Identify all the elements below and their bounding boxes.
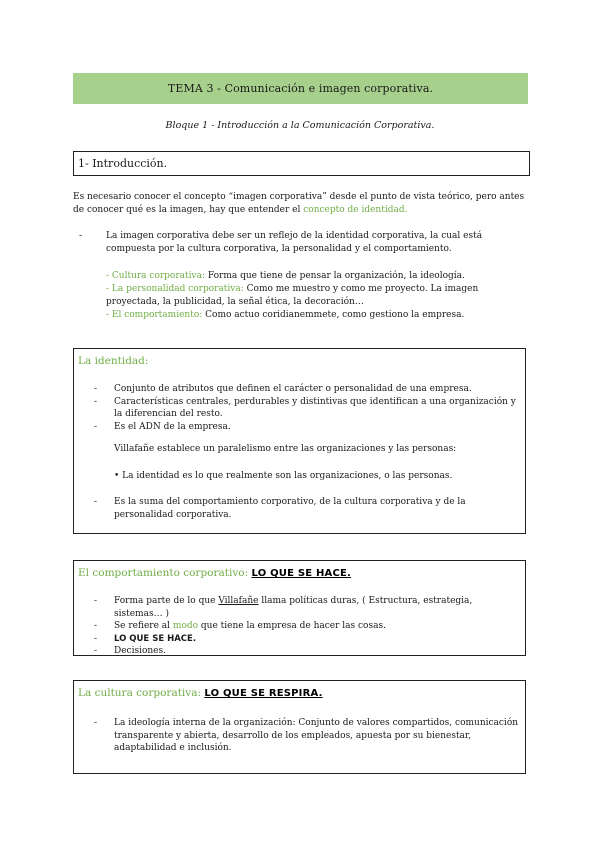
cultura-title-label: La cultura corporativa: xyxy=(78,687,202,699)
intro-bullet xyxy=(79,230,526,256)
identity-concept-highlight: concepto de identidad. xyxy=(303,205,408,215)
list-item xyxy=(94,496,519,521)
sub-item-comportamiento xyxy=(106,309,526,322)
list-item-text: La ideología interna de la organización: Conjunto de valores compartidos, comunicación transparente y abierta, desarrollo de los empleados, apuesta por su bienestar, adaptabilidad e inclusión. xyxy=(114,718,519,753)
dash-marker: - xyxy=(94,646,98,656)
dash-marker: - xyxy=(94,384,98,394)
list-item-text: llama políticas duras, ( Estructura, estrategia, sistemas… ) xyxy=(114,596,473,619)
identidad-box xyxy=(73,348,526,534)
sub-label: - La personalidad corporativa: xyxy=(106,284,244,294)
cultura-list xyxy=(94,717,519,755)
villafane-note: Villafañe establece un paralelismo entre las organizaciones y las personas: xyxy=(114,444,457,454)
comportamiento-box xyxy=(73,560,526,656)
list-item xyxy=(94,396,519,421)
sub-item-personalidad xyxy=(106,283,526,309)
list-item xyxy=(94,633,519,646)
sub-label: - Cultura corporativa: xyxy=(106,271,205,281)
intro-paragraph-text: Es necesario conocer el concepto “imagen corporativa” desde el punto de vista teórico, pero antes de conocer qué es la imagen, hay que entender el xyxy=(73,192,525,215)
sub-text: Como actuo coridianemmete, como gestiono la empresa. xyxy=(202,310,465,320)
identidad-title: La identidad: xyxy=(78,355,149,367)
list-item-text: Decisiones. xyxy=(114,646,166,656)
comportamiento-list xyxy=(94,595,519,658)
list-item-text: Se refiere al xyxy=(114,621,173,631)
sub-item-cultura xyxy=(106,270,526,283)
identidad-list xyxy=(94,383,519,521)
dash-marker: - xyxy=(94,718,98,728)
list-item-text: Conjunto de atributos que definen el carácter o personalidad de una empresa. xyxy=(114,384,472,394)
dash-marker: - xyxy=(94,421,98,432)
list-item xyxy=(94,717,519,755)
comportamiento-title-bold: LO QUE SE HACE. xyxy=(251,568,352,579)
intro-heading: 1- Introducción. xyxy=(78,157,168,170)
cultura-box xyxy=(73,680,526,774)
intro-paragraph xyxy=(73,191,528,217)
page-title: TEMA 3 - Comunicación e imagen corporativa. xyxy=(167,82,434,95)
intro-bullet-text: La imagen corporativa debe ser un reflejo de la identidad corporativa, la cual está compuesta por la cultura corporativa, la personalidad y el comportamiento. xyxy=(106,231,483,254)
list-item xyxy=(94,620,519,633)
sub-label: - El comportamiento: xyxy=(106,310,203,320)
cultura-title-bold: LO QUE SE RESPIRA. xyxy=(204,688,323,699)
intro-sub-list xyxy=(106,270,526,322)
list-item-text: LO QUE SE HACE. xyxy=(114,633,197,644)
list-item-text: Forma parte de lo que xyxy=(114,596,219,606)
dash-marker: - xyxy=(94,596,98,606)
dash-marker: - xyxy=(94,497,98,507)
list-item-text: Es la suma del comportamiento corporativo, de la cultura corporativa y de la personalidad corporativa. xyxy=(114,497,466,520)
dash-marker: - xyxy=(79,231,83,241)
comportamiento-title-label: El comportamiento corporativo: xyxy=(78,567,249,579)
identidad-quote: • La identidad es lo que realmente son las organizaciones, o las personas. xyxy=(114,470,453,481)
list-item xyxy=(94,421,519,434)
dash-marker: - xyxy=(94,621,98,631)
comportamiento-title xyxy=(78,567,351,579)
intro-heading-box xyxy=(73,151,530,176)
villafane-underlined: Villafañe xyxy=(218,596,259,606)
page-title-bar xyxy=(73,73,528,104)
list-item xyxy=(94,383,519,396)
sub-text: Como me muestro y como me proyecto. La imagen proyectada, la publicidad, la señal ética, la decoración… xyxy=(106,284,479,307)
list-item-text: Características centrales, perdurables y distintivas que identifican a una organización y la diferencian del resto. xyxy=(114,396,516,419)
dash-marker: - xyxy=(94,633,98,644)
list-item-text: que tiene la empresa de hacer las cosas. xyxy=(198,621,386,631)
cultura-title xyxy=(78,687,323,699)
list-item xyxy=(94,645,519,658)
modo-highlight: modo xyxy=(172,621,199,631)
list-item-text: Es el ADN de la empresa. xyxy=(114,421,231,432)
list-item xyxy=(94,595,519,620)
dash-marker: - xyxy=(94,396,98,407)
block-subtitle: Bloque 1 - Introducción a la Comunicación Corporativa. xyxy=(165,120,435,131)
sub-text: Forma que tiene de pensar la organización, la ideología. xyxy=(205,271,465,281)
